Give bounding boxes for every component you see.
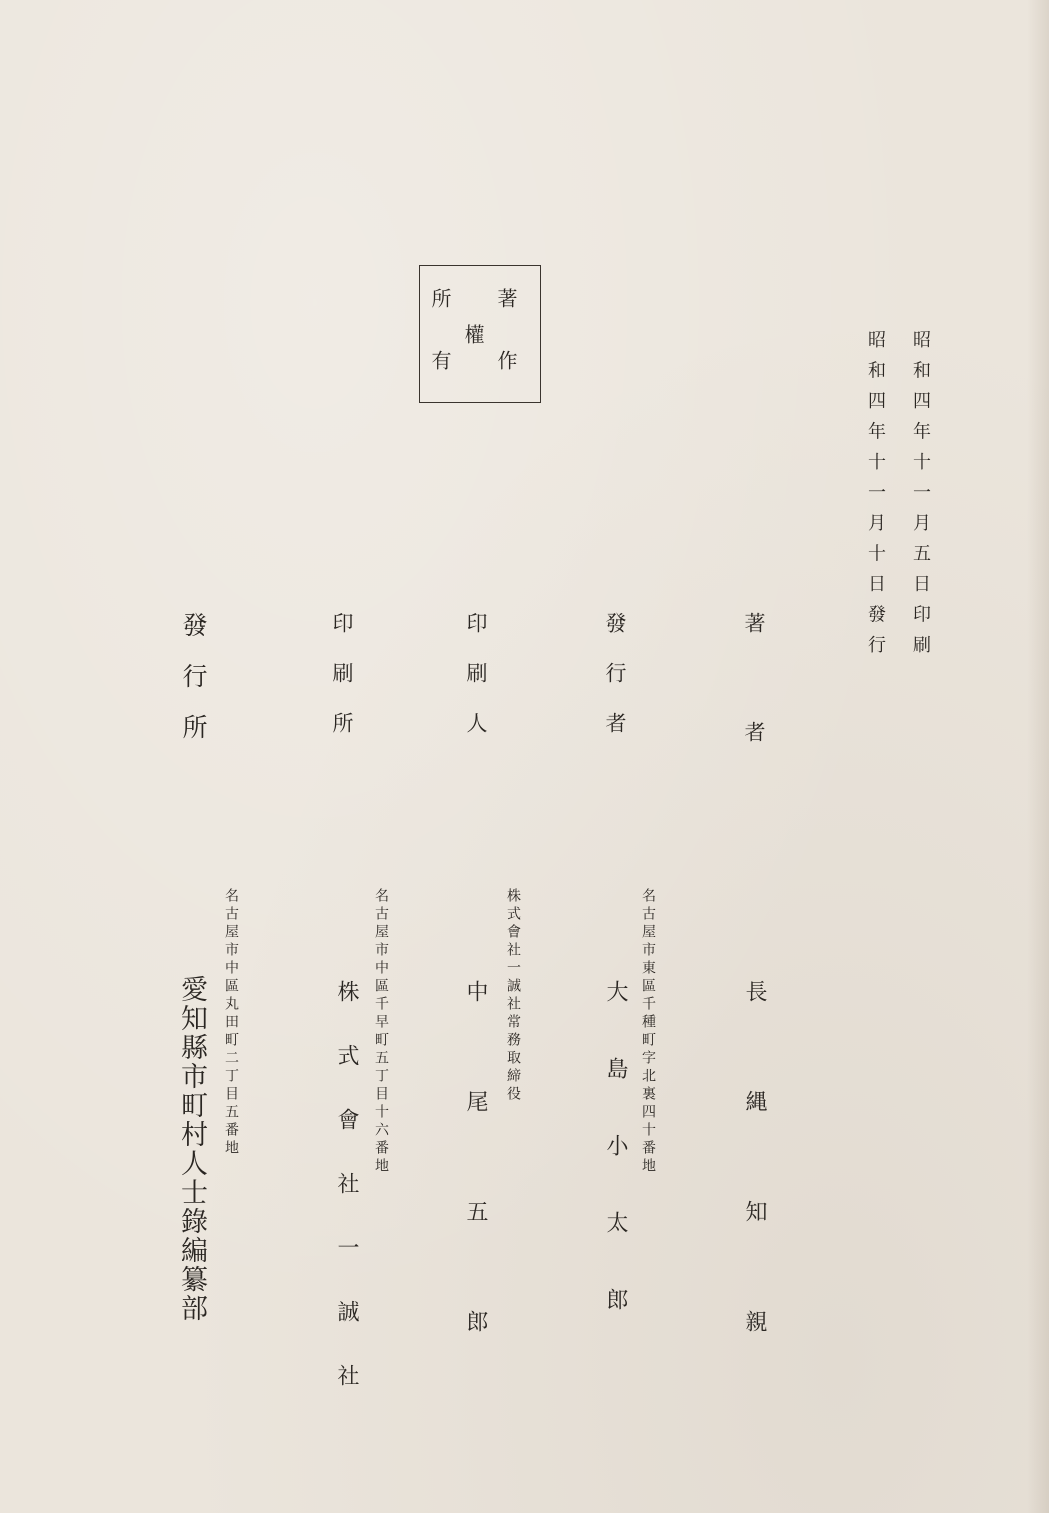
printer-name: 中尾五郎 <box>463 980 488 1420</box>
print-shop-name: 株式會社一誠社 <box>334 980 359 1428</box>
print-date: 昭和四年十一月五日印刷 <box>910 330 931 666</box>
printer-title: 株式會社一誠社常務取締役 <box>505 888 521 1104</box>
copyright-text-col1: 著作 <box>494 288 518 412</box>
print-shop-address: 名古屋市中區千早町五丁目十六番地 <box>373 888 389 1176</box>
copyright-text-col2: 權 <box>461 324 485 344</box>
publishing-house-name: 愛知縣市町村人士錄編纂部 <box>176 975 207 1323</box>
author-name: 長縄知親 <box>742 980 767 1420</box>
printer-label: 印刷人 <box>464 612 488 762</box>
page-edge-shadow <box>1027 0 1049 1513</box>
publishing-house-address: 名古屋市中區丸田町二丁目五番地 <box>223 888 239 1158</box>
copyright-notice-box <box>419 265 541 412</box>
publisher-name: 大島小太郎 <box>603 980 628 1365</box>
publisher-address: 名古屋市東區千種町字北裏四十番地 <box>640 888 656 1176</box>
publishing-house-label: 發行所 <box>179 612 208 765</box>
issue-date: 昭和四年十一月十日發行 <box>865 330 886 666</box>
publisher-label: 發行者 <box>603 612 627 762</box>
copyright-text-col3: 所有 <box>428 288 452 412</box>
print-shop-label: 印刷所 <box>330 612 354 762</box>
author-label: 著者 <box>742 612 766 830</box>
